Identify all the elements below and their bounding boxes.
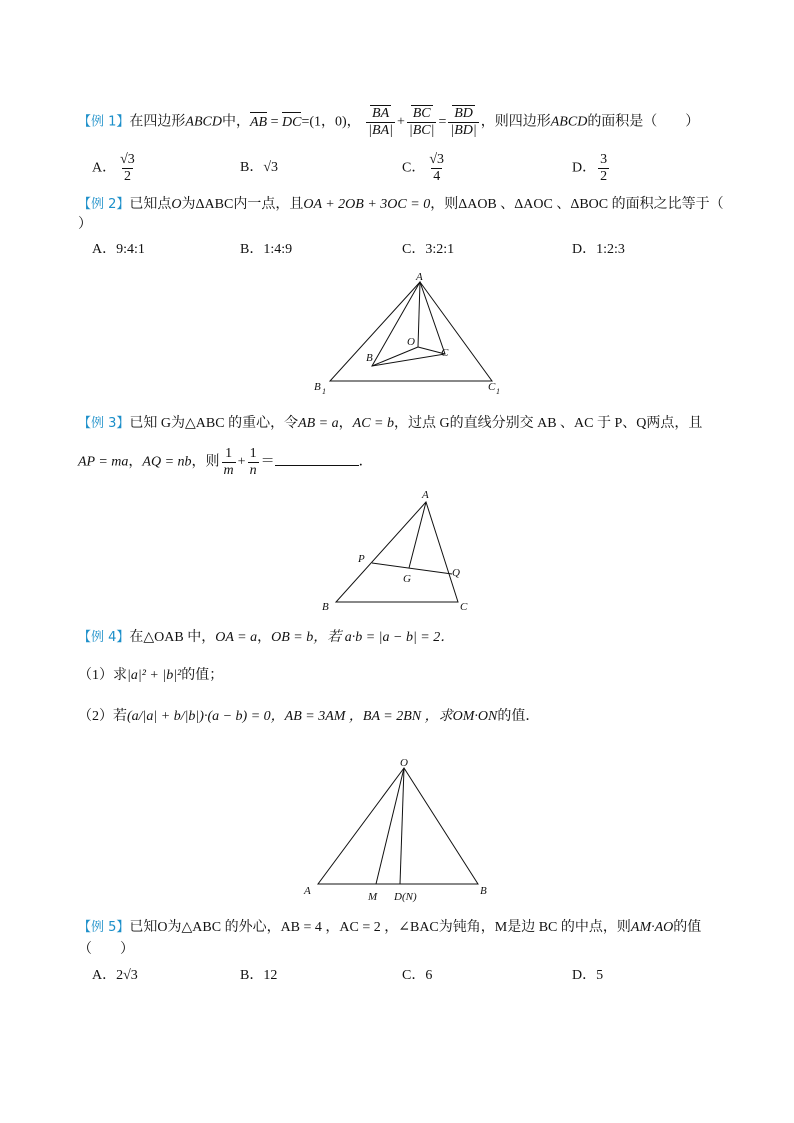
label-b: B — [480, 885, 487, 897]
example-5-option-a[interactable]: A．2√3 — [92, 968, 138, 983]
fraction-bd: $\frac{BD}{|BD|}$ — [450, 106, 477, 138]
example-1-option-c[interactable]: C． $\frac{√3}{4}$ — [402, 152, 445, 184]
example-4-part-2: （2）若(a/|a| + b/|b|)·(a − b) = 0，AB = 3AM ，BA = 2BN ，求OM·ON的值． — [78, 709, 540, 724]
example-5-question: 【例 5】已知O为△ABC 的外心，AB = 4 ，AC = 2 ，∠BAC为钝角，M是边 BC 的中点，则AM·AO的值 — [78, 920, 702, 935]
example-4-part-1: （1）求|a|² + |b|²的值； — [78, 668, 224, 683]
label-c1: C — [488, 381, 496, 393]
label-c: C — [460, 601, 468, 613]
example-1-tag: 【例 1】 — [78, 114, 130, 130]
example-1-option-a[interactable]: A． $\frac{√3}{2}$ — [92, 152, 135, 184]
example-5-option-c[interactable]: C．6 — [402, 968, 433, 983]
label-g: G — [403, 573, 411, 585]
example-3-question: 【例 3】已知 G为△ABC 的重心，令AB = a，AC = b，过点 G的直线分别交 AB 、AC 于 P、Q两点，且 — [78, 416, 703, 431]
example-4-question: 【例 4】在△OAB 中，OA = a，OB = b，若 a·b = |a − b| = 2． — [78, 630, 455, 645]
example-2-question: 【例 2】已知点O为ΔABC内一点，且OA + 2OB + 3OC = 0，则ΔAOB 、ΔAOC 、ΔBOC 的面积之比等于（ — [78, 197, 724, 212]
example-2-option-d[interactable]: D．1:2:3 — [572, 242, 625, 257]
label-a: A — [416, 271, 423, 283]
example-5-option-d[interactable]: D．5 — [572, 968, 604, 983]
example-3-tag: 【例 3】 — [78, 416, 130, 431]
svg-text:1: 1 — [322, 387, 326, 396]
example-2-triangle-figure — [300, 268, 520, 400]
label-p: P — [358, 553, 365, 565]
label-o: O — [400, 757, 408, 769]
label-a: A — [422, 489, 429, 501]
example-3-triangle-figure — [310, 484, 480, 616]
label-m: M — [368, 891, 378, 903]
label-b: B — [366, 352, 373, 364]
example-1-option-b[interactable]: B．√3 — [240, 160, 279, 175]
example-2-tag: 【例 2】 — [78, 197, 130, 212]
example-5-option-b[interactable]: B．12 — [240, 968, 278, 983]
example-2-option-c[interactable]: C．3:2:1 — [402, 242, 455, 257]
label-a: A — [304, 885, 311, 897]
svg-text:1: 1 — [496, 387, 500, 396]
example-2-option-b[interactable]: B．1:4:9 — [240, 242, 293, 257]
vector-sum-expression: OA + 2OB + 3OC = 0 — [303, 197, 431, 212]
label-b: B — [322, 601, 329, 613]
label-c: C — [441, 347, 449, 359]
label-b1: B — [314, 381, 321, 393]
label-q: Q — [452, 567, 460, 579]
fraction-ba: $\frac{BA}{|BA|}$ — [368, 106, 393, 138]
label-o: O — [407, 336, 415, 348]
example-1-question: 【例 1】在四边形ABCD中，AB = DC=(1，0)， $\frac{BA}{|BA|}$ + $\frac{BC}{|BC|}$ = $\frac{BD}{|BD|}$ ，则四边形ABCD的面积是（ ） — [78, 106, 700, 138]
label-d-n: D(N) — [394, 891, 417, 903]
example-5-tag: 【例 5】 — [78, 920, 130, 935]
answer-blank[interactable] — [275, 451, 359, 466]
example-2-option-a[interactable]: A．9:4:1 — [92, 242, 145, 257]
fraction-bc: $\frac{BC}{|BC|}$ — [408, 106, 435, 138]
example-4-tag: 【例 4】 — [78, 630, 130, 645]
example-1-option-d[interactable]: D． $\frac{3}{2}$ — [572, 152, 608, 184]
example-4-triangle-figure — [298, 752, 498, 908]
